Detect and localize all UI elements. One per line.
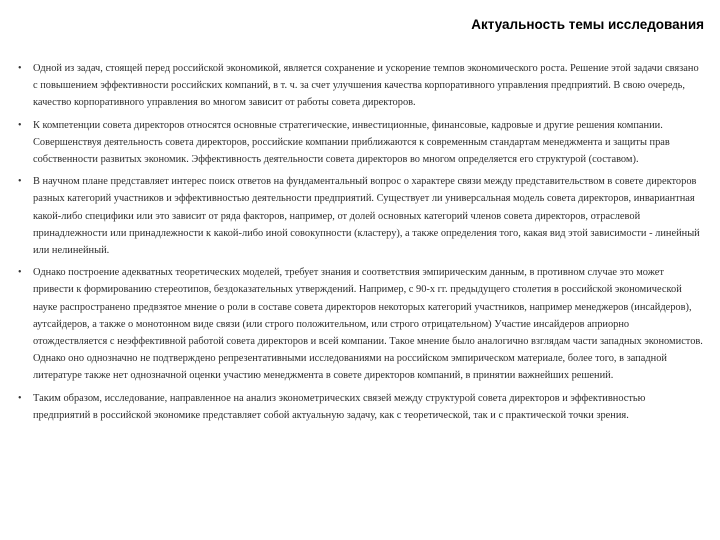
bullet-icon: • xyxy=(18,63,22,74)
bullet-text: Однако построение адекватных теоретических моделей, требует знания и соответствия эмпирическим данным, в противном случае это может привести к формированию стереотипов, бездоказательных утверждений. Например, с 90-х гг. предыдущего столетия в российской экономической науке распространено предвзятое мнение о роли в составе совета директоров некоторых категорий участников, например менеджеров (инсайдеров), аутсайдеров, а также о монотонном виде связи (или строго положительном, или строго отрицательном) Участие инсайдеров априорно отождествляется с неэффективной работой совета директоров и всей компании. Такое мнение было аналогично взглядам части западных экономистов. Однако оно однозначно не подтверждено репрезентативными исследованиями на российском эмпирическом материале, более того, в западной литературе также нет однозначной оценки участию менеджмента в совете директоров компаний, в принятии важнейших решений. xyxy=(33,267,703,382)
bullet-icon: • xyxy=(18,176,22,188)
bullet-text: В научном плане представляет интерес поиск ответов на фундаментальный вопрос о характере связи между представительством в совете директоров разных категорий участников и эффективностью деятельности предприятий. Существует ли универсальная модель совета директоров, инвариантная какой-либо специфики или это зависит от ряда факторов, например, от долей основных категорий членов совета директоров, отраслевой принадлежности или принадлежности к какой-либо иной совокупности (кластеру), а также определения того, какая вид этой зависимости - линейный или нелинейный. xyxy=(33,176,700,257)
bullet-text: Одной из задач, стоящей перед российской экономикой, является сохранение и ускорение темпов экономического роста. Решение этой задачи связано с повышением эффективности российских компаний, в т. ч. за счет улучшения качества корпоративного управления предприятий. В свою очередь, качество корпоративного управления во многом зависит от работы совета директоров. xyxy=(33,63,699,109)
bullet-icon: • xyxy=(18,392,22,404)
bullet-text: К компетенции совета директоров относятся основные стратегические, инвестиционные, финансовые, кадровые и другие решения компании. Совершенствуя деятельность совета директоров, российские компании приближаются к современным стандартам менеджмента и защиты прав собственности развитых экономик. Эффективность деятельности совета директоров во многом определяется его структурой (составом). xyxy=(33,119,670,166)
bullet-icon: • xyxy=(18,119,22,131)
bullet-icon: • xyxy=(18,267,22,279)
list-item xyxy=(16,264,704,384)
list-item xyxy=(16,390,704,424)
slide-title: Актуальность темы исследования xyxy=(471,17,704,32)
bullet-list xyxy=(16,60,704,429)
list-item xyxy=(16,173,704,259)
bullet-text: Таким образом, исследование, направленное на анализ эконометрических связей между структурой совета директоров и эффективностью предприятий в российской экономике представляет собой актуальную задачу, как с теоретической, так и с практической точки зрения. xyxy=(33,392,646,421)
list-item xyxy=(16,60,704,112)
list-item xyxy=(16,117,704,169)
